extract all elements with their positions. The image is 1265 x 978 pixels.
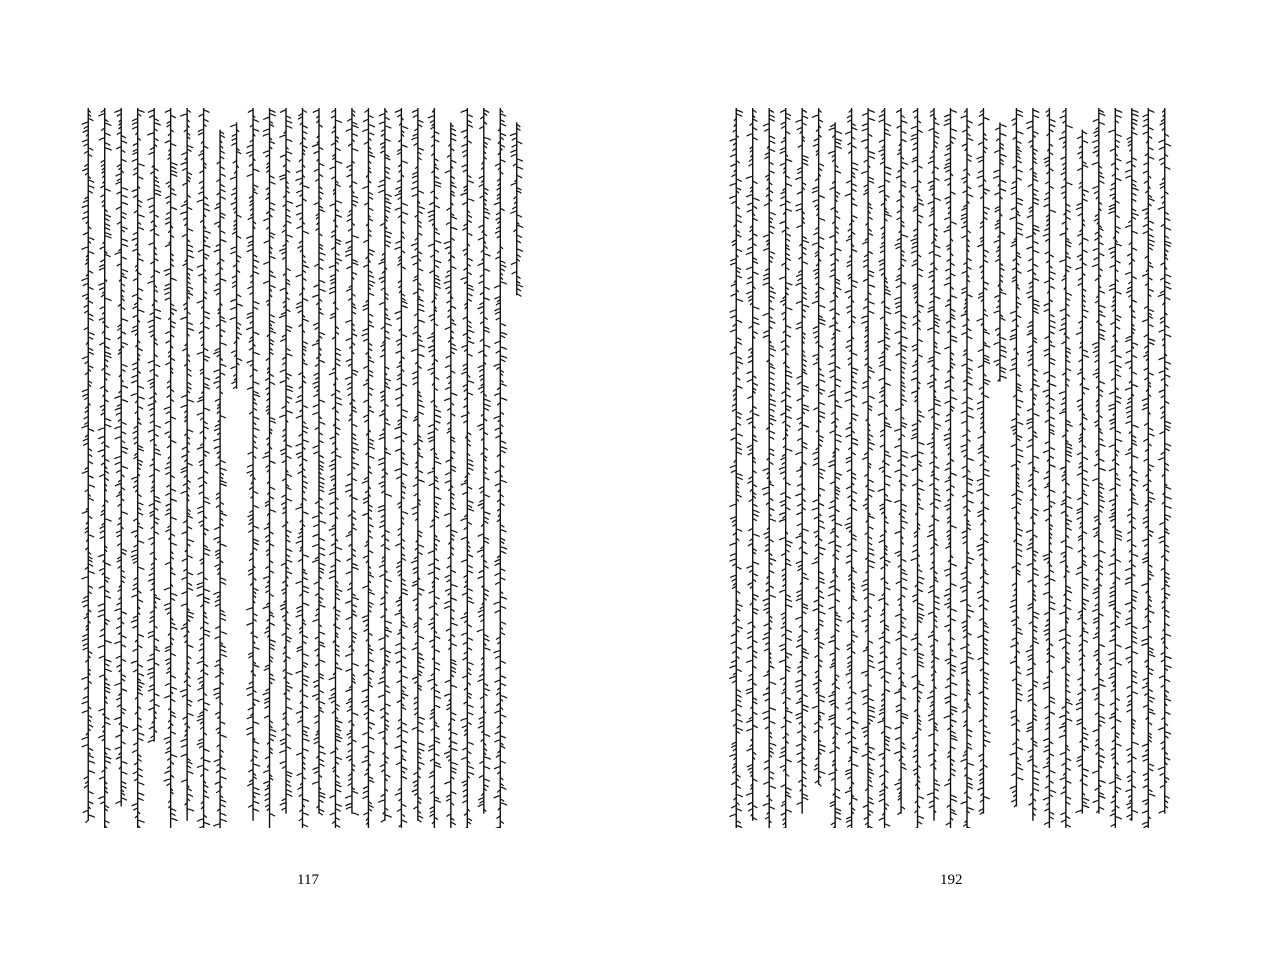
text-line [1075,130,1089,814]
text-line [279,108,293,814]
page-number-left: 117 [297,872,319,888]
text-line [911,108,925,828]
text-line [861,108,875,828]
text-line [1141,108,1155,828]
text-line [746,108,760,821]
text-line [845,108,859,828]
text-line [312,108,326,815]
text-line [1108,108,1122,828]
text-line [263,108,277,828]
text-line [296,108,310,828]
text-line [1125,108,1139,821]
text-line [427,108,441,828]
text-line [493,108,507,828]
text-line [1092,108,1106,814]
text-line [81,108,95,823]
text-line [1158,108,1172,814]
text-line [960,108,974,828]
text-line [246,108,260,821]
text-line [1026,108,1040,821]
text-line [976,108,990,815]
text-line [1043,108,1057,828]
text-line [114,108,128,806]
text-line [812,108,826,786]
text-columns [728,108,1173,828]
text-line [927,108,941,821]
text-line [444,122,458,828]
text-line [180,108,194,821]
text-line [779,108,793,828]
text-line [460,108,474,828]
page-right [728,108,1173,828]
text-line [795,108,809,814]
text-line [213,130,227,828]
text-line [98,108,112,828]
text-line [197,108,211,828]
text-line [361,108,375,828]
page-left [80,108,525,828]
text-line [510,122,523,296]
text-line [411,108,425,822]
text-line [993,122,1007,381]
text-line [230,122,243,388]
text-columns [80,108,525,828]
text-line [164,108,178,828]
text-line [394,108,408,828]
text-line [729,108,743,828]
text-line [762,108,776,828]
text-line [1059,108,1073,828]
page-number-right: 192 [940,872,963,888]
text-line [944,108,958,828]
text-line [878,108,892,828]
text-line [378,108,392,822]
text-line [329,108,343,828]
text-line [477,108,491,814]
text-line [828,122,842,828]
text-line [131,108,145,828]
text-line [345,108,359,815]
text-line [147,108,161,742]
text-line [894,108,908,815]
text-line [1010,108,1024,807]
